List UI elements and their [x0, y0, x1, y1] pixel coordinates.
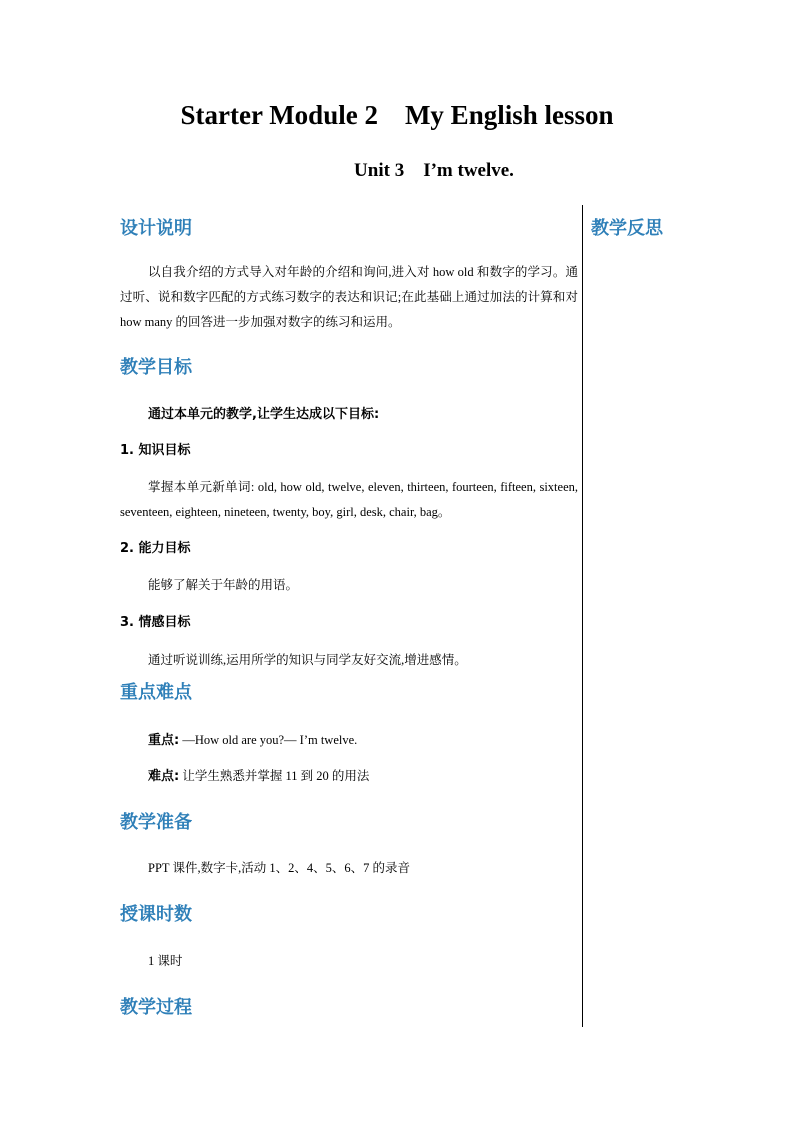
process-heading: 教学过程: [120, 997, 192, 1018]
difficult-label: 难点:: [148, 769, 180, 784]
unit-subtitle: Unit 3 I’m twelve.: [354, 160, 514, 181]
reflection-heading: 教学反思: [591, 218, 663, 239]
key-point: [148, 730, 357, 751]
emotion-text: 通过听说训练,运用所学的知识与同学友好交流,增进感情。: [148, 653, 467, 667]
preparation-heading: 教学准备: [120, 812, 192, 833]
document-title: Starter Module 2 My English lesson: [180, 100, 614, 130]
knowledge-heading: 1. 知识目标: [120, 443, 191, 458]
knowledge-text: 掌握本单元新单词: old, how old, twelve, eleven, thirteen, fourteen, fifteen, sixteen, seventeen, eighteen, nineteen, twenty, boy, girl, desk, chair, bag。: [120, 480, 578, 519]
difficult-text: 让学生熟悉并掌握 11 到 20 的用法: [182, 769, 370, 783]
ability-text: 能够了解关于年龄的用语。: [148, 578, 299, 592]
key-text: —How old are you?— I’m twelve.: [182, 733, 358, 747]
design-heading: 设计说明: [120, 218, 192, 239]
objectives-intro: 通过本单元的教学,让学生达成以下目标:: [148, 407, 380, 422]
key-label: 重点:: [148, 733, 180, 748]
hours-text: 1 课时: [148, 954, 183, 968]
ability-heading: 2. 能力目标: [120, 541, 191, 556]
column-divider: [582, 205, 583, 1027]
preparation-text: PPT 课件,数字卡,活动 1、2、4、5、6、7 的录音: [148, 861, 410, 875]
keypoints-heading: 重点难点: [120, 682, 192, 703]
emotion-heading: 3. 情感目标: [120, 615, 191, 630]
design-text: 以自我介绍的方式导入对年龄的介绍和询问,进入对 how old 和数字的学习。通过听、说和数字匹配的方式练习数字的表达和识记;在此基础上通过加法的计算和对 how many 的回答进一步加强对数字的练习和运用。: [120, 265, 578, 329]
objectives-heading: 教学目标: [120, 357, 192, 378]
hours-heading: 授课时数: [120, 904, 192, 925]
difficult-point: [148, 766, 369, 787]
